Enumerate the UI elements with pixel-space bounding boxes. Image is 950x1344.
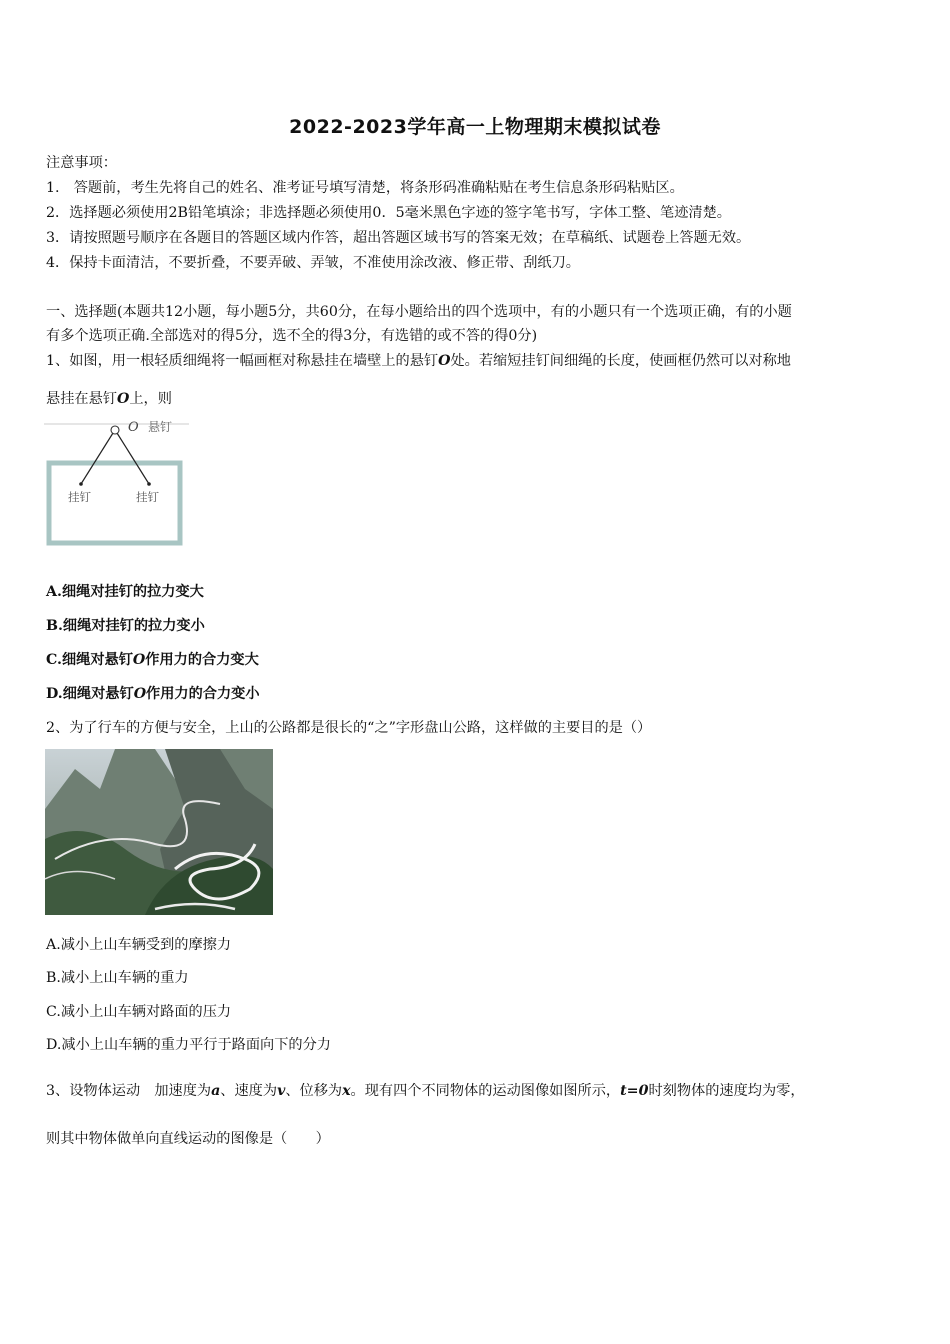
- mountain-road-photo: [45, 749, 273, 915]
- q3-symbol-x: x: [342, 1083, 351, 1099]
- rope-right: [117, 433, 149, 484]
- q3-symbol-t0: t=0: [620, 1083, 649, 1099]
- q1-symbol-o: O: [133, 686, 147, 702]
- q1-option-b: B.细绳对挂钉的拉力变小: [46, 618, 205, 634]
- nail-icon: [111, 426, 119, 434]
- question-1-stem: [46, 350, 791, 370]
- question-3-stem: [46, 1080, 805, 1100]
- q2-option-d: D.减小上山车辆的重力平行于路面向下的分力: [46, 1037, 331, 1053]
- q1-option-a: A.细绳对挂钉的拉力变大: [46, 584, 204, 600]
- question-2-stem: 2、为了行车的方便与安全，上山的公路都是很长的“之”字形盘山公路，这样做的主要目的是（）: [46, 720, 652, 736]
- q1-option-d: [46, 683, 260, 703]
- q1-stem-part: 悬挂在悬钉: [46, 391, 117, 407]
- q1-stem-part: 处。若缩短挂钉间细绳的长度，使画框仍然可以对称地: [450, 353, 791, 369]
- q3-symbol-a: a: [211, 1083, 221, 1099]
- q1-stem-part: 1、如图，用一根轻质细绳将一幅画框对称悬挂在墙壁上的悬钉: [46, 353, 439, 369]
- page-title: 2022-2023学年高一上物理期末模拟试卷: [289, 116, 661, 138]
- q3-stem-part: 。现有四个不同物体的运动图像如图所示，: [350, 1083, 621, 1099]
- rope-left: [81, 433, 113, 484]
- section-heading-line1: 一、选择题(本题共12小题，每小题5分，共60分，在每小题给出的四个选项中，有的小题只有一个选项正确，有的小题: [46, 304, 792, 320]
- fig-label-hook-right: 挂钉: [136, 490, 159, 504]
- notice-item: 4．保持卡面清洁，不要折叠，不要弄破、弄皱，不准使用涂改液、修正带、刮纸刀。: [46, 255, 580, 271]
- notice-item: 1. 答题前，考生先将自己的姓名、准考证号填写清楚，将条形码准确粘贴在考生信息条形码粘贴区。: [46, 180, 684, 196]
- question-1-stem-line2: [46, 388, 172, 408]
- q3-stem-part: 3、设物体运动 加速度为: [46, 1083, 212, 1099]
- q1-symbol-o: O: [116, 391, 130, 407]
- q2-option-a: A.减小上山车辆受到的摩擦力: [46, 937, 232, 953]
- q3-stem-part: 、速度为: [220, 1083, 278, 1099]
- hook-left-icon: [79, 482, 83, 486]
- fig-label-nail: 悬钉: [148, 420, 173, 434]
- notice-heading: 注意事项：: [46, 155, 117, 171]
- q1-option-part: 作用力的合力变小: [146, 686, 260, 702]
- q2-option-c: C.减小上山车辆对路面的压力: [46, 1004, 232, 1020]
- q2-option-b: B.减小上山车辆的重力: [46, 970, 189, 986]
- section-heading-line2: 有多个选项正确.全部选对的得5分，选不全的得3分，有选错的或不答的得0分): [46, 328, 538, 344]
- q1-stem-part: 上，则: [129, 391, 172, 407]
- fig-label-o: O: [128, 420, 139, 435]
- q3-stem-part: 、位移为: [285, 1083, 343, 1099]
- q1-option-part: C.细绳对悬钉: [46, 652, 133, 668]
- q1-option-c: [46, 649, 259, 669]
- notice-item: 2．选择题必须使用2B铅笔填涂；非选择题必须使用0．5毫米黑色字迹的签字笔书写，字体工整、笔迹清楚。: [46, 205, 731, 221]
- q1-symbol-o: O: [132, 652, 146, 668]
- hook-right-icon: [147, 482, 151, 486]
- q1-symbol-o: O: [438, 353, 451, 369]
- q3-symbol-v: v: [277, 1083, 286, 1099]
- q3-stem-part: 时刻物体的速度均为零，: [648, 1083, 805, 1099]
- q1-option-part: D.细绳对悬钉: [46, 686, 134, 702]
- q1-option-part: 作用力的合力变大: [145, 652, 259, 668]
- question-3-stem-line2: 则其中物体做单向直线运动的图像是（ ）: [46, 1131, 330, 1147]
- fig-label-hook-left: 挂钉: [68, 490, 91, 504]
- picture-frame-figure: [44, 416, 189, 551]
- notice-item: 3．请按照题号顺序在各题目的答题区域内作答，超出答题区域书写的答案无效；在草稿纸、试题卷上答题无效。: [46, 230, 751, 246]
